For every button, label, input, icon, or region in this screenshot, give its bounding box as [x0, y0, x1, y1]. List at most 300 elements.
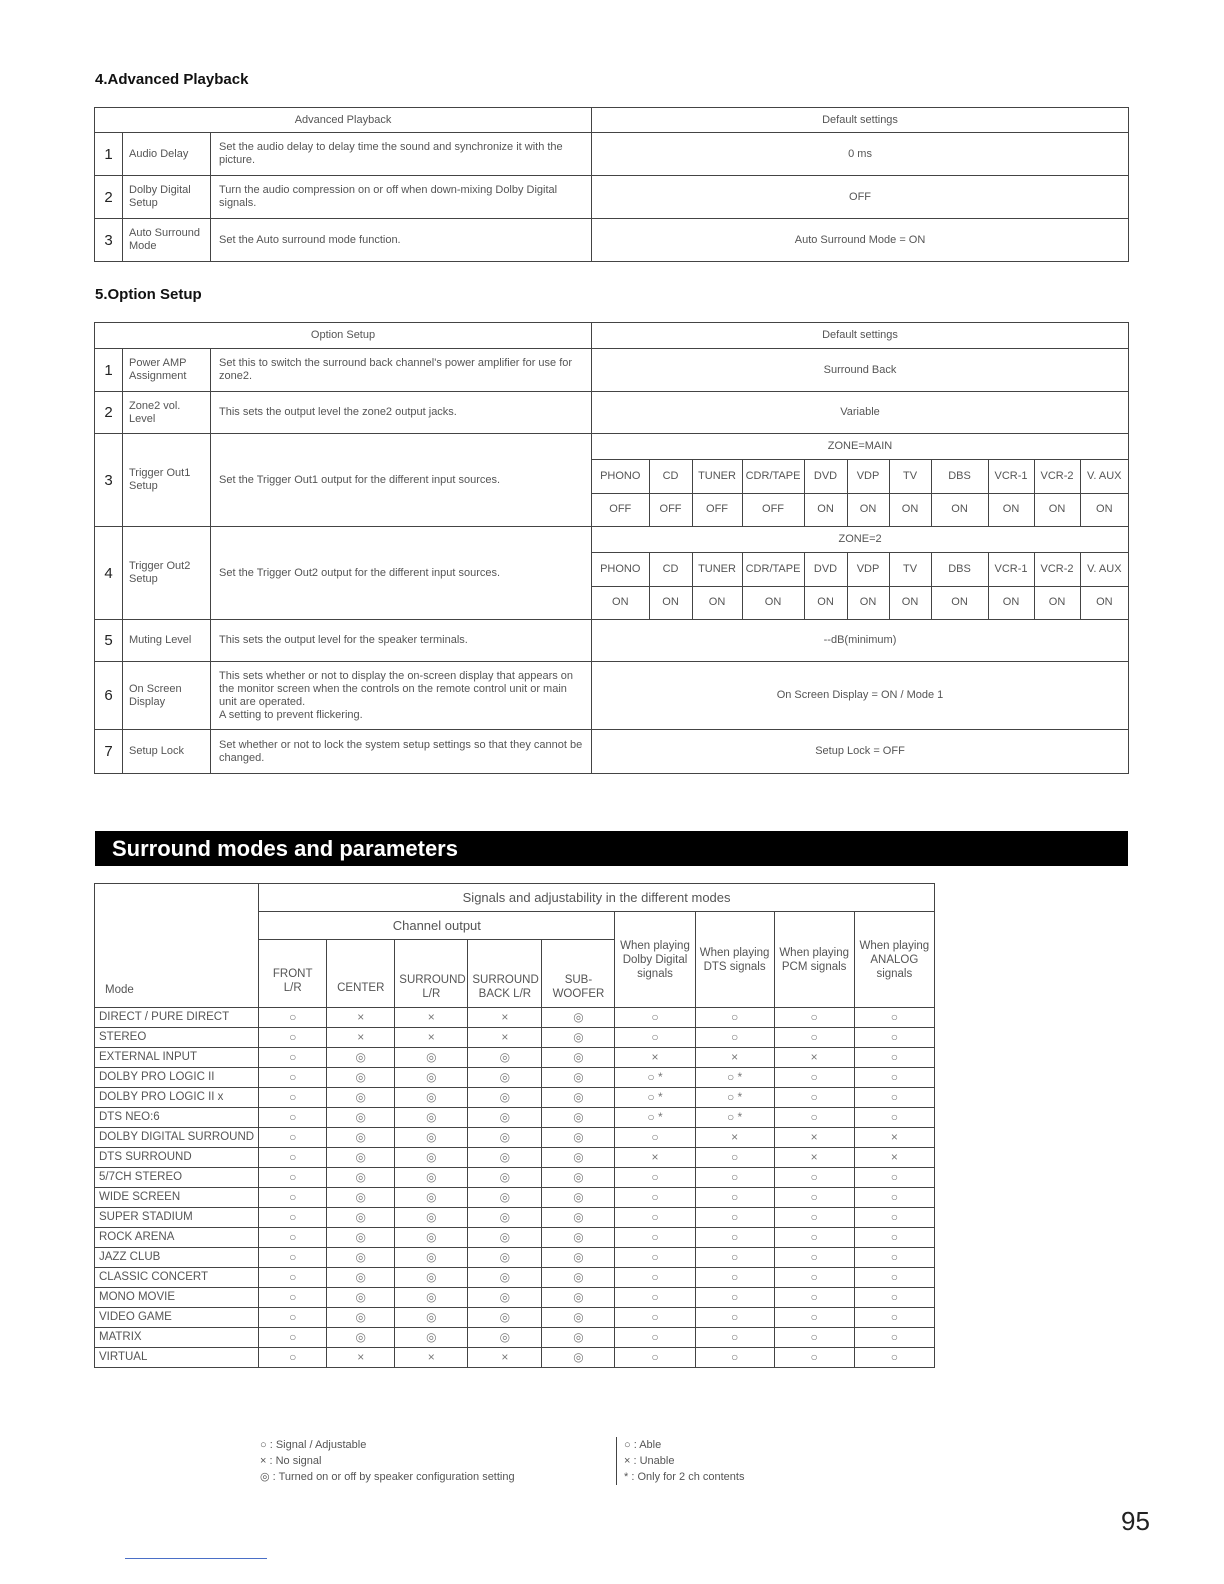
mode-value-cell: ○: [695, 1348, 774, 1368]
mode-value-cell: ◎: [468, 1208, 542, 1228]
source-cell: DVD: [804, 552, 847, 586]
value-cell: ON: [649, 586, 692, 619]
mode-value-cell: ○: [695, 1248, 774, 1268]
source-cell: VCR-1: [988, 552, 1034, 586]
mode-name: 5/7CH STEREO: [95, 1168, 259, 1188]
mode-value-cell: ○: [854, 1188, 934, 1208]
source-cell: TV: [889, 459, 931, 493]
mode-value-cell: ○: [615, 1008, 695, 1028]
mode-value-cell: ○ *: [695, 1088, 774, 1108]
setting-name: Muting Level: [123, 620, 211, 662]
mode-value-cell: ×: [854, 1128, 934, 1148]
mode-value-cell: ◎: [542, 1268, 615, 1288]
mode-value-cell: ◎: [395, 1108, 468, 1128]
value-cell: ON: [988, 493, 1034, 526]
value-cell: OFF: [692, 493, 742, 526]
table-row: [95, 1028, 935, 1048]
mode-value-cell: ○: [259, 1088, 327, 1108]
table-row: [95, 662, 1129, 730]
mode-value-cell: ○: [615, 1288, 695, 1308]
mode-value-cell: ◎: [327, 1108, 395, 1128]
setting-name: Trigger Out1 Setup: [123, 434, 211, 527]
mode-value-cell: ○: [615, 1248, 695, 1268]
value-cell: ON: [847, 586, 889, 619]
legend-right: [624, 1437, 744, 1485]
mode-value-cell: ○: [774, 1248, 854, 1268]
mode-value-cell: ○: [854, 1028, 934, 1048]
setting-default: --dB(minimum): [592, 620, 1129, 662]
source-cell: CD: [649, 459, 692, 493]
value-cell: OFF: [742, 493, 804, 526]
mode-name: DIRECT / PURE DIRECT: [95, 1008, 259, 1028]
table-row: [95, 392, 1129, 434]
table-row: [95, 620, 1129, 662]
value-row: [592, 586, 1128, 619]
mode-value-cell: ◎: [395, 1248, 468, 1268]
mode-value-cell: ◎: [542, 1328, 615, 1348]
mode-value-cell: ◎: [395, 1148, 468, 1168]
ch-col-header: CENTER: [327, 940, 395, 1008]
mode-name: CLASSIC CONCERT: [95, 1268, 259, 1288]
mode-value-cell: ○: [774, 1088, 854, 1108]
mode-value-cell: ○: [259, 1288, 327, 1308]
mode-value-cell: ◎: [542, 1068, 615, 1088]
table-row: [95, 1168, 935, 1188]
table-row: [95, 349, 1129, 392]
mode-value-cell: ◎: [542, 1208, 615, 1228]
table-row: [95, 1128, 935, 1148]
row-number: 7: [95, 730, 123, 774]
mode-value-cell: ◎: [542, 1248, 615, 1268]
mode-value-cell: ◎: [327, 1188, 395, 1208]
mode-value-cell: ◎: [395, 1068, 468, 1088]
mode-value-cell: ○: [259, 1068, 327, 1088]
table-row: [95, 176, 1129, 219]
mode-value-cell: ◎: [468, 1068, 542, 1088]
section-4-title: 4.Advanced Playback: [95, 71, 249, 88]
source-row: [592, 459, 1128, 493]
mode-value-cell: ○: [695, 1168, 774, 1188]
setting-name: Dolby Digital Setup: [123, 176, 211, 219]
value-cell: OFF: [649, 493, 692, 526]
mode-value-cell: ◎: [327, 1068, 395, 1088]
source-cell: TUNER: [692, 459, 742, 493]
mode-value-cell: ◎: [327, 1148, 395, 1168]
mode-value-cell: ◎: [542, 1088, 615, 1108]
mode-value-cell: ○: [259, 1308, 327, 1328]
table-row: [95, 527, 1129, 620]
value-cell: ON: [931, 586, 988, 619]
mode-value-cell: ◎: [395, 1048, 468, 1068]
value-cell: ON: [804, 493, 847, 526]
mode-value-cell: ×: [695, 1048, 774, 1068]
mode-value-cell: ◎: [468, 1248, 542, 1268]
mode-value-cell: ○: [854, 1208, 934, 1228]
mode-value-cell: ○: [615, 1348, 695, 1368]
mode-value-cell: ○: [854, 1308, 934, 1328]
table-row: [95, 1208, 935, 1228]
mode-name: DOLBY DIGITAL SURROUND: [95, 1128, 259, 1148]
mode-value-cell: ◎: [395, 1088, 468, 1108]
setting-desc-note: A setting to prevent flickering.: [219, 708, 363, 721]
row-number: 2: [95, 392, 123, 434]
mode-name: VIDEO GAME: [95, 1308, 259, 1328]
legend-item: × : Unable: [624, 1455, 675, 1467]
mode-value-cell: ◎: [542, 1188, 615, 1208]
source-cell: TUNER: [692, 552, 742, 586]
channel-output-header: Channel output: [259, 912, 615, 940]
mode-value-cell: ○: [259, 1188, 327, 1208]
mode-value-cell: ○: [259, 1208, 327, 1228]
mode-value-cell: ◎: [542, 1168, 615, 1188]
legend-item: ○ : Signal / Adjustable: [260, 1439, 367, 1451]
mode-value-cell: ◎: [468, 1148, 542, 1168]
table-row: [95, 1268, 935, 1288]
value-cell: OFF: [592, 493, 649, 526]
mode-value-cell: ○: [615, 1208, 695, 1228]
mode-value-cell: ○: [774, 1348, 854, 1368]
table-row: [95, 1088, 935, 1108]
col-header-advanced: Advanced Playback: [95, 108, 592, 133]
value-cell: ON: [889, 586, 931, 619]
mode-name: WIDE SCREEN: [95, 1188, 259, 1208]
advanced-playback-table: [94, 107, 1129, 262]
setting-desc: Set this to switch the surround back channel's power amplifier for use for zone2.: [211, 349, 592, 392]
setting-desc: Set the Auto surround mode function.: [211, 219, 592, 262]
mode-value-cell: ◎: [395, 1128, 468, 1148]
mode-value-cell: ○ *: [695, 1068, 774, 1088]
table-row: [95, 1048, 935, 1068]
setting-name: On Screen Display: [123, 662, 211, 730]
mode-value-cell: ×: [468, 1008, 542, 1028]
mode-value-cell: ×: [327, 1008, 395, 1028]
table-row: [95, 434, 1129, 527]
mode-value-cell: ×: [468, 1348, 542, 1368]
setting-desc: Set the Trigger Out1 output for the different input sources.: [211, 434, 592, 527]
mode-name: VIRTUAL: [95, 1348, 259, 1368]
mode-name: DTS NEO:6: [95, 1108, 259, 1128]
mode-value-cell: ◎: [468, 1288, 542, 1308]
value-cell: ON: [1034, 493, 1080, 526]
mode-name: DOLBY PRO LOGIC II: [95, 1068, 259, 1088]
mode-value-cell: ○: [695, 1148, 774, 1168]
mode-value-cell: ×: [774, 1128, 854, 1148]
setting-default: OFF: [592, 176, 1129, 219]
row-number: 3: [95, 434, 123, 527]
value-cell: ON: [988, 586, 1034, 619]
footer-rule: [125, 1558, 267, 1559]
table-row: [95, 133, 1129, 176]
table-row: [95, 1188, 935, 1208]
mode-value-cell: ◎: [542, 1228, 615, 1248]
source-cell: PHONO: [592, 552, 649, 586]
source-row: [592, 552, 1128, 586]
ch-col-header: SURROUND L/R: [395, 940, 468, 1008]
option-setup-table: [94, 322, 1129, 774]
mode-value-cell: ○: [259, 1048, 327, 1068]
mode-value-cell: ×: [395, 1348, 468, 1368]
mode-value-cell: ◎: [395, 1228, 468, 1248]
mode-name: SUPER STADIUM: [95, 1208, 259, 1228]
setting-name: Power AMP Assignment: [123, 349, 211, 392]
sig-col-header: When playing Dolby Digital signals: [615, 912, 695, 1008]
mode-value-cell: ○ *: [615, 1088, 695, 1108]
ch-col-header: SURROUND BACK L/R: [468, 940, 542, 1008]
mode-value-cell: ○: [615, 1308, 695, 1328]
mode-value-cell: ○: [615, 1188, 695, 1208]
mode-value-cell: ○: [615, 1328, 695, 1348]
mode-value-cell: ○: [259, 1348, 327, 1368]
mode-value-cell: ◎: [327, 1228, 395, 1248]
source-cell: DVD: [804, 459, 847, 493]
source-cell: V. AUX: [1080, 552, 1128, 586]
mode-value-cell: ◎: [542, 1048, 615, 1068]
ch-col-header: FRONT L/R: [259, 940, 327, 1008]
mode-value-cell: ×: [615, 1148, 695, 1168]
setting-name: Setup Lock: [123, 730, 211, 774]
table-row: [95, 1068, 935, 1088]
mode-value-cell: ×: [395, 1028, 468, 1048]
surround-rows: [95, 1008, 935, 1368]
mode-value-cell: ○ *: [695, 1108, 774, 1128]
value-row: [592, 493, 1128, 526]
row-number: 1: [95, 133, 123, 176]
mode-value-cell: ◎: [327, 1088, 395, 1108]
mode-value-cell: ×: [695, 1128, 774, 1148]
mode-value-cell: ○: [615, 1128, 695, 1148]
source-cell: VDP: [847, 459, 889, 493]
table-row: [95, 1308, 935, 1328]
mode-value-cell: ○: [259, 1008, 327, 1028]
mode-value-cell: ○: [854, 1108, 934, 1128]
setting-desc: Set the Trigger Out2 output for the different input sources.: [211, 527, 592, 620]
source-cell: V. AUX: [1080, 459, 1128, 493]
mode-value-cell: ◎: [327, 1268, 395, 1288]
mode-value-cell: ○: [774, 1168, 854, 1188]
zone-label: ZONE=MAIN: [592, 434, 1128, 459]
mode-value-cell: ◎: [395, 1268, 468, 1288]
source-cell: CD: [649, 552, 692, 586]
mode-value-cell: ◎: [395, 1308, 468, 1328]
table-row: [95, 1228, 935, 1248]
value-cell: ON: [804, 586, 847, 619]
setting-default: 0 ms: [592, 133, 1129, 176]
mode-value-cell: ◎: [542, 1288, 615, 1308]
trigger-out2-grid: [592, 527, 1128, 619]
mode-value-cell: ◎: [468, 1048, 542, 1068]
legend-divider: [616, 1437, 617, 1485]
mode-name: DTS SURROUND: [95, 1148, 259, 1168]
mode-value-cell: ○: [695, 1308, 774, 1328]
row-number: 5: [95, 620, 123, 662]
setting-desc: [211, 662, 592, 730]
mode-value-cell: ○: [854, 1268, 934, 1288]
mode-value-cell: ○: [615, 1168, 695, 1188]
mode-value-cell: ◎: [468, 1088, 542, 1108]
value-cell: ON: [1080, 493, 1128, 526]
mode-value-cell: ○: [854, 1008, 934, 1028]
surround-banner: Surround modes and parameters: [95, 831, 1128, 866]
page-number: 95: [1121, 1506, 1150, 1536]
sig-col-header: When playing ANALOG signals: [854, 912, 934, 1008]
mode-value-cell: ◎: [327, 1328, 395, 1348]
mode-name: DOLBY PRO LOGIC II x: [95, 1088, 259, 1108]
trigger-out2-grid-cell: [592, 527, 1129, 620]
mode-value-cell: ◎: [542, 1128, 615, 1148]
table-row: [95, 1288, 935, 1308]
mode-value-cell: ◎: [542, 1028, 615, 1048]
trigger-out1-grid: [592, 434, 1128, 526]
setting-desc: This sets the output level for the speaker terminals.: [211, 620, 592, 662]
col-header-default: Default settings: [592, 108, 1129, 133]
mode-value-cell: ◎: [327, 1248, 395, 1268]
row-number: 3: [95, 219, 123, 262]
mode-value-cell: ×: [615, 1048, 695, 1068]
mode-value-cell: ◎: [468, 1128, 542, 1148]
setting-desc: Set whether or not to lock the system setup settings so that they cannot be changed.: [211, 730, 592, 774]
mode-value-cell: ○: [615, 1028, 695, 1048]
mode-value-cell: ○: [695, 1208, 774, 1228]
mode-value-cell: ○: [854, 1348, 934, 1368]
setting-default: Setup Lock = OFF: [592, 730, 1129, 774]
mode-value-cell: ×: [774, 1048, 854, 1068]
mode-value-cell: ◎: [327, 1128, 395, 1148]
mode-value-cell: ○: [695, 1028, 774, 1048]
value-cell: ON: [1034, 586, 1080, 619]
mode-value-cell: ○: [695, 1328, 774, 1348]
mode-value-cell: ○: [615, 1268, 695, 1288]
mode-value-cell: ◎: [542, 1108, 615, 1128]
signals-header: Signals and adjustability in the different modes: [259, 884, 935, 912]
mode-value-cell: ◎: [327, 1168, 395, 1188]
legend-item: * : Only for 2 ch contents: [624, 1471, 745, 1483]
row-number: 2: [95, 176, 123, 219]
mode-value-cell: ◎: [395, 1288, 468, 1308]
mode-value-cell: ○: [615, 1228, 695, 1248]
mode-value-cell: ◎: [327, 1288, 395, 1308]
mode-value-cell: ○ *: [615, 1108, 695, 1128]
mode-value-cell: ○: [774, 1068, 854, 1088]
mode-name: JAZZ CLUB: [95, 1248, 259, 1268]
mode-value-cell: ◎: [468, 1308, 542, 1328]
table-row: [95, 1108, 935, 1128]
legend-left: [260, 1437, 515, 1485]
section-5-title: 5.Option Setup: [95, 286, 202, 303]
setting-desc-main: This sets whether or not to display the on-screen display that appears on the monitor screen when the controls on the remote control unit or main unit are operated.: [219, 669, 574, 708]
mode-value-cell: ○: [695, 1188, 774, 1208]
setting-default: Auto Surround Mode = ON: [592, 219, 1129, 262]
sig-col-header: When playing DTS signals: [695, 912, 774, 1008]
setting-default: On Screen Display = ON / Mode 1: [592, 662, 1129, 730]
setting-desc: Set the audio delay to delay time the sound and synchronize it with the picture.: [211, 133, 592, 176]
legend-item: × : No signal: [260, 1455, 322, 1467]
mode-value-cell: ◎: [468, 1108, 542, 1128]
mode-value-cell: ○: [259, 1268, 327, 1288]
mode-value-cell: ○: [854, 1168, 934, 1188]
mode-value-cell: ◎: [468, 1168, 542, 1188]
mode-value-cell: ×: [854, 1148, 934, 1168]
mode-value-cell: ○: [695, 1288, 774, 1308]
mode-value-cell: ○: [259, 1148, 327, 1168]
value-cell: ON: [692, 586, 742, 619]
mode-value-cell: ○: [774, 1308, 854, 1328]
zone-label: ZONE=2: [592, 527, 1128, 552]
legend-item: ◎ : Turned on or off by speaker configuration setting: [260, 1471, 515, 1483]
mode-value-cell: ◎: [327, 1308, 395, 1328]
mode-value-cell: ◎: [468, 1328, 542, 1348]
mode-value-cell: ◎: [395, 1328, 468, 1348]
mode-value-cell: ○: [259, 1228, 327, 1248]
mode-value-cell: ◎: [468, 1268, 542, 1288]
setting-name: Trigger Out2 Setup: [123, 527, 211, 620]
col-header-option: Option Setup: [95, 323, 592, 349]
value-cell: ON: [931, 493, 988, 526]
value-cell: ON: [1080, 586, 1128, 619]
setting-name: Zone2 vol. Level: [123, 392, 211, 434]
mode-value-cell: ○: [774, 1108, 854, 1128]
mode-value-cell: ○: [695, 1228, 774, 1248]
source-cell: VCR-2: [1034, 552, 1080, 586]
setting-default: Surround Back: [592, 349, 1129, 392]
table-row: [95, 219, 1129, 262]
source-cell: VCR-1: [988, 459, 1034, 493]
source-cell: VCR-2: [1034, 459, 1080, 493]
mode-value-cell: ○: [259, 1128, 327, 1148]
mode-value-cell: ○: [259, 1108, 327, 1128]
setting-default: Variable: [592, 392, 1129, 434]
mode-value-cell: ○: [774, 1028, 854, 1048]
col-header-default: Default settings: [592, 323, 1129, 349]
source-cell: DBS: [931, 552, 988, 586]
source-cell: PHONO: [592, 459, 649, 493]
mode-value-cell: ◎: [327, 1048, 395, 1068]
setting-desc: This sets the output level the zone2 output jacks.: [211, 392, 592, 434]
mode-value-cell: ◎: [395, 1208, 468, 1228]
value-cell: ON: [889, 493, 931, 526]
mode-value-cell: ○: [854, 1288, 934, 1308]
mode-value-cell: ○: [774, 1188, 854, 1208]
mode-value-cell: ○: [774, 1008, 854, 1028]
setting-name: Auto Surround Mode: [123, 219, 211, 262]
row-number: 6: [95, 662, 123, 730]
mode-value-cell: ◎: [542, 1308, 615, 1328]
mode-value-cell: ◎: [468, 1228, 542, 1248]
mode-value-cell: ○: [774, 1208, 854, 1228]
mode-value-cell: ◎: [468, 1188, 542, 1208]
mode-value-cell: ×: [774, 1148, 854, 1168]
mode-value-cell: ×: [468, 1028, 542, 1048]
mode-value-cell: ○: [259, 1168, 327, 1188]
mode-value-cell: ○: [854, 1068, 934, 1088]
mode-value-cell: ○: [774, 1228, 854, 1248]
table-row: [95, 1008, 935, 1028]
mode-name: MATRIX: [95, 1328, 259, 1348]
mode-value-cell: ◎: [327, 1208, 395, 1228]
mode-value-cell: ×: [327, 1028, 395, 1048]
mode-value-cell: ○: [695, 1008, 774, 1028]
mode-value-cell: ○: [854, 1228, 934, 1248]
mode-value-cell: ○: [259, 1028, 327, 1048]
table-row: [95, 1348, 935, 1368]
mode-value-cell: ○ *: [615, 1068, 695, 1088]
setting-name: Audio Delay: [123, 133, 211, 176]
source-cell: CDR/TAPE: [742, 459, 804, 493]
mode-value-cell: ○: [259, 1248, 327, 1268]
sig-col-header: When playing PCM signals: [774, 912, 854, 1008]
mode-value-cell: ○: [854, 1048, 934, 1068]
table-row: [95, 1328, 935, 1348]
mode-value-cell: ○: [854, 1248, 934, 1268]
